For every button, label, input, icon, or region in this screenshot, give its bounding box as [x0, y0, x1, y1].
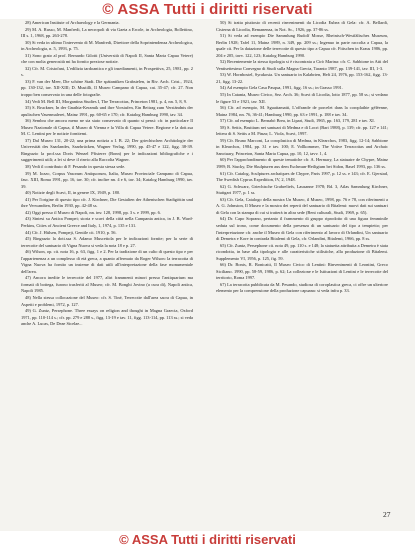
footnote-paragraph: 54) Ad esempio Gela Casa Pasqua, 1991, figg. 16 ss.; in Grasso 1991. [220, 85, 343, 91]
footnote-paragraph: 47) Ancora inedite le terrecotte del 1977, altri frammenti minori presso l'antiquarium ma formati di bottega, furono trasferiti al Museo; cfr. M. Bonghi Jovino (a cura di), Napoli antica, Napoli 1985. [21, 275, 193, 294]
footnote-paragraph: 67) La terracotta pubblicata da M. Pesando, studiosa di coroplastica greca, ci offre un ulteriore elemento per la comprensione della produzione capuana: si veda infra p. 33. [216, 281, 388, 294]
footnote-paragraph: 39) M. Iozzo, Corpus Vasorum Antiquorum, Italia, Museo Provinciale Campano di Capua, fasc. XIII, Roma 1991, pp. 16, tav. 30; cfr. inoltre nn. 4 e 6, tav. 34; Katalog Hamburg 1990, tav. 39. [21, 170, 193, 189]
footnote-paragraph: 32) Cfr. M. Cristofani, L'edilizia tardoantica e gli insediamenti, in Prospettiva, 25, 1981, pp. 2 s. [21, 65, 193, 78]
footnote-paragraph: 35) S. Bruckner, In der Gnathia-Keramik und ihre Vorstufen, Ein Beitrag zum Verständnis der apulischen Vasenmalerei, Mainz 1991, pp. 60-65 e 170; cfr. Katalog Hamburg 1990, tav. 34. [21, 105, 193, 117]
footnote-paragraph: 33) F. van der Meer, Die schöne Stadt. Die spätantiken Grabstelen, in Riv. Arch. Crist., 1924, pp. 130-132, tav. XII-XIII; D. Mustilli, Il Museo Campano di Capua, cat. 35-47; cfr. 27. Non troppo ben conservato in una delle fotografie. [21, 78, 193, 98]
footnote-paragraph: 63) Cfr. Gela, Catalogo della mostra Un Museo, il Museo, 1998, pp. 76 e 78, con riferimenti a A. G. Johnston, Il Museo e la mostra dei reperti del santuario di Bitalemi: nuovi dati sui santuari di Gela con la stampa di cui si tratterà in altra sede (Beni culturali, Studi, 1969, p. 65). [216, 196, 388, 215]
footnote-paragraph: 66) Dr. Bonis, R. Bonicatti, Il Museo Civico di Lentini: Rinvenimenti di Leontini, Greco Siciliano. 1990, pp. 58-59, 1986, p. 62; La collezione e le Istituzioni di Lentini e le terrecotte del territorio, Roma 1997. [216, 262, 388, 281]
footnote-paragraph: 52) Recentemente la stessa tipologia si è riscontrata a Cirò Marina: cfr. C. Sabbione in Atti del Ventisettesimo Convegno di Studi sulla Magna Grecia, Taranto 1987, pp. 139-141, tav. III, 1-3. [216, 59, 388, 71]
footnote-paragraph: 57) Cfr. ad esempio L. Bernabò Brea, in Lipari, Studi, 1965, pp. 163, 179, 281 e tav. XI. [220, 118, 375, 124]
footnotes-left-column [21, 20, 193, 328]
footnote-paragraph: 34) Vedi M. Bell III, Morgantina Studies I, The Terracottas, Princeton 1981, p. 4, nn. 5, 8, 9. [25, 98, 188, 104]
footnote-paragraph: 43) Sintesi su Antica Pompei; storia e scavi della città nella Campania antica, in J. B. Ward-Perkins, Cities of Ancient Greece and Italy, 1, 1974, p. 135 e 131. [21, 216, 193, 228]
footnote-paragraph: 61) Cfr. Catalog, Sculptures archaïques de Chypre, Paris 1997, p. 12 ss. e 143; cfr. E. Gjerstad, The Swedish Cyprus Expedition, IV, 2, 1948. [216, 170, 388, 183]
footnote-paragraph: 56) Cfr. ad esempio, M. Sguaitamatti, L'offrande de porcelet dans la coroplathie géléenne, Mainz 1984, nn. 76, 36-41; Hamburg 1990, pp. 63 e 1991, p. 188 e tav. 34. [216, 105, 388, 117]
copyright-banner-top: © ASSA Tutti i diritti riservati [0, 0, 415, 19]
footnote-paragraph: 30) Si veda in ultimo l'intervento di M. Manfredi, Direttore della Soprintendenza Archeologica, in Archeologia, n. 5, 1993, p. 75. [21, 39, 193, 52]
footnote-paragraph: 29) M. A. Russo, M. Manfredi, La necropoli di via Gaeta a Ercole, in Archeologia, Bollettino, III s. 1, 1968, pp. 263-278. [21, 26, 193, 39]
footnote-paragraph: 60) Per l'approfondimento di queste tematiche cfr. A. Hermary, La statuaire de Chypre, Mainz 1989; B. Stucky, Die Skulpturen aus dem Eschmun-Heiligtum bei Sidon, Basel 1993, pp. 136 ss. [216, 157, 388, 170]
footnote-paragraph: 41) Per l'origine di questo tipo cfr. J. Kirchner, Die Gestalten der Athenischen Stadtgöttin und ihre Verwandten, Berlin 1930, pp. 42-48 ss. [21, 196, 193, 209]
footnote-paragraph: 36) Sembra che ancora meno ne sia stato conservato di quanto si pensi: cfr. in particolare Il Museo Nazionale di Capua, il Museo di Vienna e la Villa di Capua Vetere. Regione e la dott.ssa M. C. Lentini per le notizie fornitemi. [21, 118, 193, 137]
footnote-paragraph: 37) Dal Museo 131, 20-22; una prima notizia a I. B. 22; Der griechischen Archäologie der Universität des Saarlandes, Saarbrücken, Wagner Verlag, 1990, pp. 45-47 e 122, figg. 38-39. Ringrazio la prof.ssa Doris Wenzel Pfisterer (Bonn) per le indicazioni bibliografiche e i suggerimenti utili; a lei si deve il rinvio alla Raccolta Wagner. [21, 137, 193, 163]
page-number: 27 [383, 510, 391, 519]
footnote-paragraph: 49) G. Zuntz, Persephone. Three essays on religion and thought in Magna Graecia, Oxford 1971, pp. 110-114 s.; cfr. pp. 279 e 288 s., figg. 13-19 e tav. 11, figg. 113-114, pp. 113 ss.; si veda anche A. Lucas, De Deae Sicelae... [21, 308, 193, 327]
footnote-paragraph: 46) Wilson, op. cit. nota 16, p. 63, figg. 1 e 2. Per la tradizione di un culto di questo tipo e per l'appartenenza a un complesso di età greca, a quanto affermato da Roger Wilson: la terracotta di Vigna Nuova ha fornito un insieme di dati utili all'interpretazione della fase monumentale dell'area. [21, 249, 193, 274]
footnote-paragraph: 58) S. Settis, Bruttium nei santuari di Medma e di Locri (Bari 1988), p. 139; cfr. pp. 127 e 141; lettera di S. Settis a M. Pinza; L. Viola, Scavi, 1997. [216, 124, 388, 137]
footnote-paragraph: 65) Cfr. Zuntz, Persephone cit. nota 49, pp. 110 s. e 148; la statuetta attribuita a Demetra è stata ricondotta, in base alla tipologia e alle caratteristiche stilistiche, alla produzione di Bitalemi. Supplemento VI, 1956, p. 125, fig. 59. [216, 242, 388, 261]
footnote-paragraph: 31) Sono grato al prof. Bernardo Gilotti (Università di Napoli II, Santa Maria Capua Vetere) che con molta generosità mi ha fornito preziose notizie. [21, 52, 193, 65]
footnote-paragraph: 40) Notizie degli Scavi, II, in genere IX, 1949, p. 180. [25, 190, 121, 196]
footnote-paragraph: 53) W. Hornbostel, Syrakosia. Un santuario in Kalabrien, Heft 24, 1976, pp. 153-162, figg. 13-21, figg. 13-22. [216, 72, 388, 84]
footnote-paragraph: 62) G. Schwarz, Griechische Grabreliefs, Lausanne 1978; Bd. 3, Atlas Sammlung Kirchner, Stuttgart 1977, p. 1 ss. [216, 183, 388, 196]
footnote-paragraph: 28) American Institute of Archaeology e la Germania. [25, 20, 120, 25]
copyright-banner-bottom: © ASSA Tutti i diritti riservati [0, 531, 415, 549]
footnotes-right-column [216, 20, 388, 295]
footnote-paragraph: 50) Si tratta piuttosto di recenti rinvenimenti da Licodia Eubea di Gela: cfr. A. Bellardi, Cisterna di Licodia, Remanenza, in Not. Sc., 1926, pp. 37-86 ss. [216, 20, 388, 32]
footnote-paragraph: 55) In Catania, Museo Civico, Sez. Arch. 36; Scavi di Licodia, lotto 1877, pp. 58 ss.; si vedano le figure 53 e 1921, tav. XII. [216, 92, 388, 104]
footnote-paragraph: 51) Si veda ad esempio Die Sammlung Rudolf Mosse, Rheinisch-Westfälisches Museum, Berlin 1928; Tafel 11, Mainz 1989, n. 349, pp. 209 ss.; Ingenuo in parte raccolta a Capua, la quale cit. Per la datazione delle terrecotte di questo tipo a Capua cfr. Fittschen in Kraus 1986, pp. 204 e 205, tavv. 122, 123; Katalog Hamburg 1990. [216, 33, 388, 58]
footnote-paragraph: 59) Cfr. Bruno Marconi, La coroplastica di Medma, in Klearchos, 1983, figg. 12-14; Sabbione in Klearchos, 1984, pp. 31 e tav. 100; E. Vollkommer, The Votive Terracottas and Archaic Sanctuary, Princeton, Santa Maria Capua, pp. 10, 12, tavv. 1, 4. [216, 137, 388, 156]
footnote-paragraph: 44) Cfr. J. Hülsen, Pompeji, Gentile cit. 1910, p. 56. [25, 229, 117, 235]
footnote-paragraph: 38) Vedi il contributo di F. Pesando in questa stessa sede. [25, 164, 126, 170]
footnote-paragraph: 64) Dr. Capo Soprano, pertanto il frammento di gruppo riprodotto di una figura femminile seduta sul trono, come documento della presenza di un santuario del tipo a tempietto; per l'interpretazione cfr. anche il Museo di Gela con riferimento al lavoro di Orlandini, Un santuario di Demetra e Kore in contrada Bitalemi di Gela, cfr. Orlandini, Bitalemi, 1966, pp. 8 ss. [216, 216, 388, 242]
footnote-paragraph: 45) Ringrazio la dott.ssa S. Adamo Muscettola per le indicazioni fornite; per la serie di terrecotte del santuario di Vigna Nuova si veda la nota 18 e p. 27. [21, 236, 193, 248]
footnote-paragraph: 48) Nella stessa collocazione del Museo: cfr. S. Tiné, Terrecotte dall'area sacra di Capua, in Aspetti e problemi, 1972, p. 127. [21, 294, 193, 307]
footnote-paragraph: 42) Oggi presso il Museo di Napoli, nn. inv. 128, 1998, pp. 3 s. e 1999, pp. 6. [25, 209, 161, 215]
